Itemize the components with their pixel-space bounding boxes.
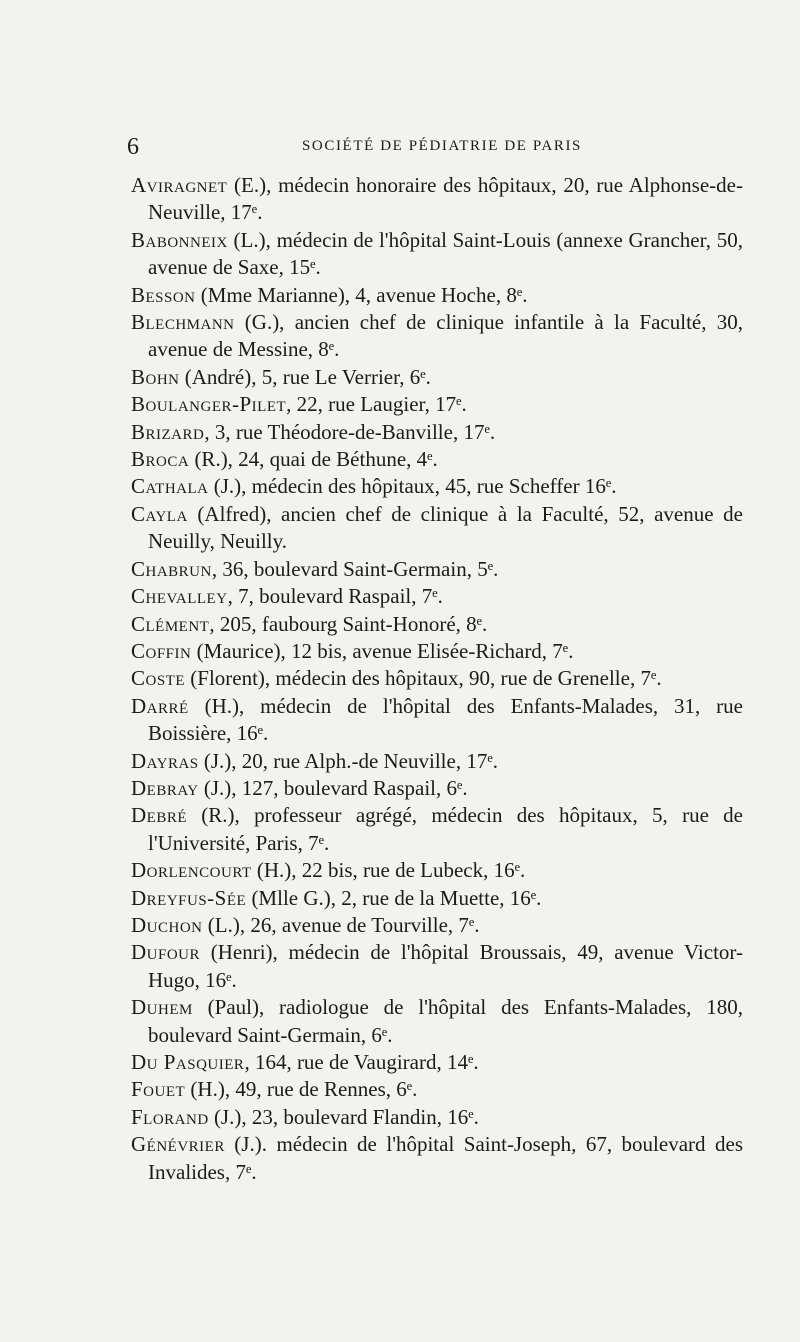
member-details: , 205, faubourg Saint-Honoré, 8ᵉ. [209, 611, 488, 636]
member-entry [131, 775, 743, 802]
member-details: (L.), médecin de l'hôpital Saint-Louis (annexe Grancher, 50, avenue de Saxe, 15ᵉ. [148, 227, 743, 280]
member-entry [131, 1049, 743, 1076]
member-details: (J.), 20, rue Alph.-de Neuville, 17ᵉ. [198, 748, 498, 773]
member-details: (J.), 127, boulevard Raspail, 6ᵉ. [198, 775, 468, 800]
member-entry [131, 172, 743, 227]
member-entry [131, 748, 743, 775]
member-name: Dayras [131, 748, 199, 773]
page-header [127, 134, 737, 166]
member-name: Génévrier [131, 1132, 225, 1157]
member-entry [131, 1131, 743, 1186]
member-name: Dreyfus-Sée [131, 885, 247, 910]
member-name: Debré [131, 803, 188, 828]
member-entry [131, 912, 743, 939]
member-entry [131, 419, 743, 446]
member-name: Besson [131, 282, 196, 307]
member-details: , 3, rue Théodore-de-Banville, 17ᵉ. [204, 419, 496, 444]
member-name: Debray [131, 775, 199, 800]
member-details: (H.), 49, rue de Rennes, 6ᵉ. [185, 1077, 418, 1102]
member-name: Boulanger-Pilet [131, 392, 287, 417]
member-details: (R.), professeur agrégé, médecin des hôpitaux, 5, rue de l'Université, Paris, 7ᵉ. [148, 803, 743, 855]
member-entry [131, 227, 743, 282]
member-name: Coste [131, 666, 186, 691]
member-name: Duchon [131, 912, 203, 937]
member-name: Aviragnet [131, 173, 228, 197]
member-details: (André), 5, rue Le Verrier, 6ᵉ. [179, 364, 431, 389]
member-details: (Paul), radiologue de l'hôpital des Enfants-Malades, 180, boulevard Saint-Germain, 6ᵉ. [148, 995, 743, 1047]
member-name: Du Pasquier [131, 1050, 245, 1074]
member-entry [131, 309, 743, 364]
member-details: , 22, rue Laugier, 17ᵉ. [286, 392, 467, 417]
member-name: Bohn [131, 364, 180, 389]
member-entry [131, 994, 743, 1049]
member-entry [131, 391, 743, 418]
running-title: SOCIÉTÉ DE PÉDIATRIE DE PARIS [301, 138, 583, 154]
member-details: (G.), ancien chef de clinique infantile à la Faculté, 30, avenue de Messine, 8ᵉ. [148, 310, 743, 362]
member-entry [131, 473, 743, 500]
member-name: Cayla [131, 501, 188, 526]
member-details: , 36, boulevard Saint-Germain, 5ᵉ. [211, 556, 499, 581]
member-name: Chabrun [131, 556, 212, 581]
member-entry [131, 939, 743, 994]
member-entry [131, 857, 743, 884]
member-name: Cathala [131, 474, 209, 499]
member-name: Florand [131, 1104, 209, 1129]
member-entry [131, 282, 743, 309]
member-entry [131, 1104, 743, 1131]
member-details: (L.), 26, avenue de Tourville, 7ᵉ. [202, 912, 480, 937]
member-entry [131, 611, 743, 638]
member-details: (R.), 24, quai de Béthune, 4ᵉ. [189, 447, 438, 472]
member-details: (H.), médecin de l'hôpital des Enfants-Malades, 31, rue Boissière, 16ᵉ. [148, 693, 743, 746]
page-number: 6 [127, 134, 139, 160]
member-details: , 164, rue de Vaugirard, 14ᵉ. [244, 1050, 479, 1074]
member-name: Clément [131, 611, 210, 636]
member-details: (Mme Marianne), 4, avenue Hoche, 8ᵉ. [195, 282, 528, 307]
member-entry [131, 583, 743, 610]
member-details: (J.), médecin des hôpitaux, 45, rue Scheffer 16ᵉ. [208, 474, 617, 499]
member-details: (Henri), médecin de l'hôpital Broussais, 49, avenue Victor-Hugo, 16ᵉ. [148, 940, 743, 992]
member-name: Fouet [131, 1077, 186, 1102]
member-details: (Maurice), 12 bis, avenue Elisée-Richard, 7ᵉ. [191, 638, 574, 663]
member-entry [131, 364, 743, 391]
member-details: (J.), 23, boulevard Flandin, 16ᵉ. [208, 1104, 479, 1129]
member-name: Dufour [131, 940, 201, 965]
member-entry [131, 693, 743, 748]
member-name: Duhem [131, 995, 193, 1020]
member-details: , 7, boulevard Raspail, 7ᵉ. [227, 584, 443, 609]
member-entry [131, 1076, 743, 1103]
member-name: Darré [131, 693, 189, 718]
member-name: Babonneix [131, 227, 228, 252]
member-list [131, 172, 743, 1186]
member-details: (Mlle G.), 2, rue de la Muette, 16ᵉ. [246, 885, 542, 910]
member-entry [131, 556, 743, 583]
member-entry [131, 638, 743, 665]
member-details: (Alfred), ancien chef de clinique à la Faculté, 52, avenue de Neuilly, Neuilly. [148, 501, 743, 554]
member-entry [131, 446, 743, 473]
member-entry [131, 665, 743, 692]
member-name: Chevalley [131, 584, 228, 609]
member-entry [131, 885, 743, 912]
member-name: Blechmann [131, 310, 235, 335]
member-entry [131, 802, 743, 857]
member-name: Broca [131, 447, 190, 472]
member-name: Dorlencourt [131, 858, 252, 883]
member-entry [131, 501, 743, 556]
member-details: (E.), médecin honoraire des hôpitaux, 20, rue Alphonse-de-Neuville, 17ᵉ. [148, 173, 743, 225]
member-details: (J.). médecin de l'hôpital Saint-Joseph, 67, boulevard des Invalides, 7ᵉ. [148, 1132, 743, 1184]
member-details: (Florent), médecin des hôpitaux, 90, rue de Grenelle, 7ᵉ. [185, 666, 662, 691]
member-name: Brizard [131, 419, 205, 444]
member-details: (H.), 22 bis, rue de Lubeck, 16ᵉ. [251, 858, 526, 883]
member-name: Coffin [131, 638, 192, 663]
